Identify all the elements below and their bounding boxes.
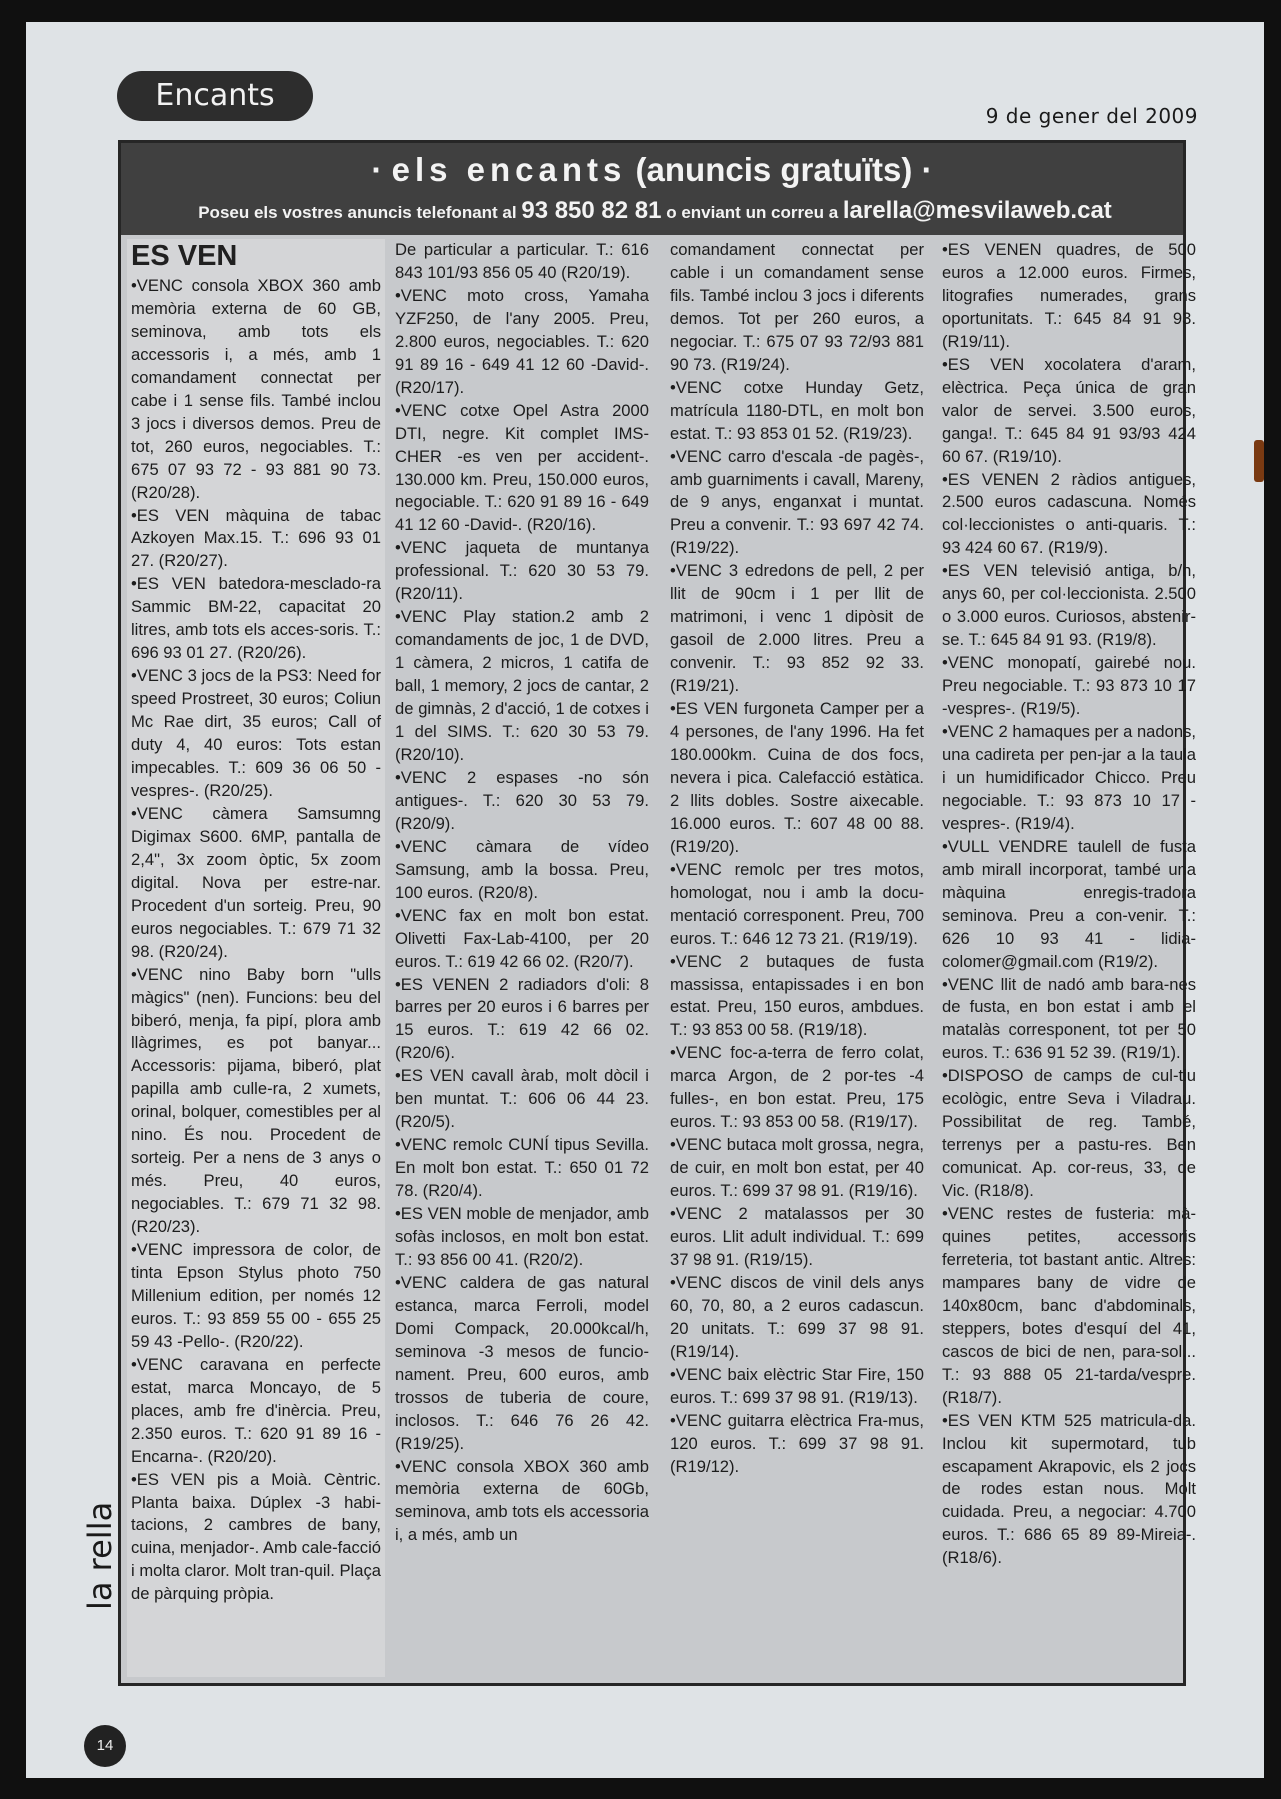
ad-item: •VENC monopatí, gairebé nou. Preu negociable. T.: 93 873 10 17 -vespres-. (R19/5). [942, 653, 1196, 719]
ad-item: •VENC remolc CUNÍ tipus Sevilla. En molt bon estat. T.: 650 01 72 78. (R20/4). [395, 1135, 649, 1201]
ad-column-1 [127, 239, 385, 1677]
ad-item: •ES VEN cavall àrab, molt dòcil i ben muntat. T.: 606 06 44 23. (R20/5). [395, 1066, 649, 1132]
contact-text-a: Poseu els vostres anuncis telefonant al [198, 203, 517, 222]
banner-contact-line [135, 195, 1175, 229]
ad-item: •ES VEN moble de menjador, amb sofàs inclosos, en molt bon estat. T.: 93 856 00 41. (R20/2). [395, 1204, 649, 1269]
banner-title [121, 149, 1183, 191]
title-dot-left: · [371, 151, 383, 188]
ad-item: •VENC càmera Samsumng Digimax S600. 6MP, pantalla de 2,4", 3x zoom òptic, 5x zoom digital. Nova per estre-nar. Procedent d'un sorteig. Preu, 90 euros negociables. T.: 679 71 32 98. (R20/24). [131, 803, 381, 961]
contact-text-b: o enviant un correu a [666, 203, 839, 222]
title-dot-right: · [921, 151, 933, 188]
ad-item: •VENC cotxe Opel Astra 2000 DTI, negre. Kit complet IMS-CHER -es ven per accident-. 130.000 km. Preu, 150.000 euros, negociable. T.: 620 91 89 16 - 649 41 12 60 -David-. (R20/16). [395, 400, 649, 535]
ad-item: •ES VEN pis a Moià. Cèntric. Planta baixa. Dúplex -3 habi-tacions, 2 cambres de bany, cuina, menjador-. Amb cale-facció i molta claror. Molt tran-quil. Plaça de pàrquing pròpia. [131, 1469, 381, 1604]
ad-item: •VENC carro d'escala -de pagès-, amb guarniments i cavall, Mareny, de 9 anys, enganxat i muntat. Preu a convenir. T.: 93 697 42 74. (R19/22). [670, 446, 924, 558]
ad-item: •ES VENEN 2 ràdios antigues, 2.500 euros cadascuna. Només col·leccionistes o anti-quaris. T.: 93 424 60 67. (R19/9). [942, 469, 1196, 558]
ad-item: •VENC Play station.2 amb 2 comandaments de joc, 1 de DVD, 1 càmera, 2 micros, 1 catifa de ball, 1 memory, 2 jocs de cantar, 2 de gimnàs, 2 d'acció, 1 de cotxes i 1 del SIMS. T.: 620 30 53 79. (R20/10). [395, 607, 649, 764]
ad-item: •VENC 3 jocs de la PS3: Need for speed Prostreet, 30 euros; Coliun Mc Rae dirt, 35 euros; Call of duty 4, 40 euros: Tots estan impecables. T.: 609 36 06 50 -vespres-. (R20/25). [131, 666, 381, 800]
ad-column-4 [942, 239, 1196, 1677]
title-main: els encants [391, 151, 627, 188]
ad-item: •VENC moto cross, Yamaha YZF250, de l'any 2005. Preu, 2.800 euros, negociables. T.: 620 91 89 16 - 649 41 12 60 -David-. (R20/17). [395, 285, 649, 397]
ad-item: •VENC 2 butaques de fusta massissa, entapissades i en bon estat. Preu, 150 euros, ambdues. T.: 93 853 00 58. (R19/18). [670, 951, 924, 1040]
ad-item: •ES VEN KTM 525 matricula-da. Inclou kit supermotard, tub escapament Akrapovic, els 2 jocs de rodes estan nous. Molt cuidada. Preu, a negociar: 4.700 euros. T.: 686 65 89 89-Mireia-. (R18/6). [942, 1410, 1196, 1568]
classifieds-panel [118, 140, 1196, 1686]
ad-item: •VENC consola XBOX 360 amb memòria externa de 60Gb, seminova, amb tots els accessoria i, a més, amb un [395, 1456, 649, 1545]
section-heading: ES VEN [131, 240, 238, 272]
ad-item: •VENC 2 espases -no són antigues-. T.: 620 30 53 79. (R20/9). [395, 767, 649, 833]
ad-item: •VENC impressora de color, de tinta Epson Stylus photo 750 Millenium edition, per només 12 euros. T.: 93 859 55 00 - 655 25 59 43 -Pello-. (R20/22). [131, 1240, 381, 1351]
ad-item: •VENC jaqueta de muntanya professional. T.: 620 30 53 79. (R20/11). [395, 538, 649, 604]
contact-phone: 93 850 82 81 [521, 197, 662, 224]
ad-item: •VENC 2 matalassos per 30 euros. Llit adult individual. T.: 699 37 98 91. (R19/15). [670, 1204, 924, 1269]
ad-item: •VENC 3 edredons de pell, 2 per llit de 90cm i 1 per llit de matrimoni, i venc 1 dipòsit de gasoil de 2.000 litres. Preu a convenir. T.: 93 852 92 33. (R19/21). [670, 561, 924, 696]
ad-item: •ES VENEN 2 radiadors d'oli: 8 barres per 20 euros i 6 barres per 15 euros. T.: 619 42 66 02. (R20/6). [395, 974, 649, 1063]
issue-date: 9 de gener del 2009 [985, 104, 1198, 128]
ad-item: comandament connectat per cable i un comandament sense fils. També inclou 3 jocs i diferents demos. Tot per 260 euros, a negociar. T.: 675 07 93 72/93 881 90 73. (R19/24). [670, 240, 924, 374]
contact-email: larella@mesvilaweb.cat [842, 197, 1112, 224]
page-number: 14 [84, 1725, 126, 1767]
classifieds-banner [121, 143, 1183, 235]
ad-item: •VENC cotxe Hunday Getz, matrícula 1180-DTL, en molt bon estat. T.: 93 853 01 52. (R19/23). [670, 377, 924, 443]
ad-item: •VENC guitarra elèctrica Fra-mus, 120 euros. T.: 699 37 98 91. (R19/12). [670, 1410, 924, 1476]
publication-name: la rella [81, 1501, 119, 1610]
ad-item: •VENC foc-a-terra de ferro colat, marca Argon, de 2 por-tes -4 fulles-, en bon estat. Preu, 175 euros. T.: 93 853 00 58. (R19/17). [670, 1043, 924, 1132]
ad-item: •VENC butaca molt grossa, negra, de cuir, en molt bon estat, per 40 euros. T.: 699 37 98 91. (R19/16). [670, 1135, 924, 1201]
ad-item: •ES VEN televisió antiga, b/n, anys 60, per col·leccionista. 2.500 o 3.000 euros. Curiosos, abstenir-se. T.: 645 84 91 93. (R19/8). [942, 561, 1196, 650]
section-label: Encants [117, 71, 313, 121]
ad-item: •VENC caldera de gas natural estanca, marca Ferroli, model Domi Compack, 20.000kcal/h, seminova -3 mesos de funcio-nament. Preu, 600 euros, amb trossos de tuberia de coure, inclosos. T.: 646 76 26 42. (R19/25). [395, 1272, 649, 1453]
ad-item: •ES VEN batedora-mesclado-ra Sammic BM-22, capacitat 20 litres, amb tots els acces-soris. T.: 696 93 01 27. (R20/26). [131, 574, 381, 663]
ad-item: •ES VEN furgoneta Camper per a 4 persones, de l'any 1996. Ha fet 180.000km. Cuina de dos focs, nevera i pica. Calefacció estàtica. 2 llits dobles. Sostre aixecable. 16.000 euros. T.: 607 48 00 88. (R19/20). [670, 699, 924, 856]
ad-columns [127, 239, 1196, 1677]
ad-item: •VENC nino Baby born "ulls màgics" (nen). Funcions: beu del biberó, menja, fa pipí, plora amb llàgrimes, es pot banyar... Accessoris: pijama, biberó, plat papilla amb culle-ra, 2 xumets, orinal, bolquer, comestibles per al nino. És nou. Procedent de sorteig. Per a nens de 3 anys o més. Preu, 40 euros, negociables. T.: 679 71 32 98. (R20/23). [131, 964, 381, 1237]
ad-item: •VENC restes de fusteria: mà-quines petites, accessoris ferreteria, tot bastant antic. Altres: mampares bany de vidre de 140x80cm, banc d'abdominals, steppers, botes d'esquí del 41, cascos de bici de nen, para-sol... T.: 93 888 05 21-tarda/vespre. (R18/7). [942, 1204, 1196, 1407]
ad-item: •ES VEN xocolatera d'aram, elèctrica. Peça única de gran valor de servei. 3.500 euros, ganga!. T.: 645 84 91 93/93 424 60 67. (R19/10). [942, 354, 1196, 466]
ad-item: •VENC càmara de vídeo Samsung, amb la bossa. Preu, 100 euros. (R20/8). [395, 836, 649, 902]
ad-item: •VENC fax en molt bon estat. Olivetti Fax-Lab-4100, per 20 euros. T.: 619 42 66 02. (R20/7). [395, 905, 649, 971]
ad-column-3 [670, 239, 924, 1677]
ad-item: •VENC caravana en perfecte estat, marca Moncayo, de 5 places, amb fre d'inèrcia. Preu, 2.350 euros. T.: 620 91 89 16 -Encarna-. (R20/20). [131, 1354, 381, 1466]
title-subtitle: (anuncis gratuïts) [635, 151, 913, 188]
ad-item: •VENC remolc per tres motos, homologat, nou i amb la docu-mentació corresponent. Preu, 700 euros. T.: 646 12 73 21. (R19/19). [670, 859, 924, 948]
ad-item: •VENC discos de vinil dels anys 60, 70, 80, a 2 euros cadascun. 20 unitats. T.: 699 37 98 91. (R19/14). [670, 1272, 924, 1361]
ad-item: •DISPOSO de camps de cul-tiu ecològic, entre Seva i Viladrau. Possibilitat de reg. També, terrenys per a pastu-res. Ben comunicat. Ap. cor-reus, 33, de Vic. (R18/8). [942, 1066, 1196, 1201]
ad-item: •VULL VENDRE taulell de fusta amb mirall incorporat, també una màquina enregis-tradora seminova. Preu a con-venir. T.: 626 10 93 41 - lidia-colomer@gmail.com (R19/2). [942, 836, 1196, 971]
paper-stain [1254, 440, 1264, 482]
ad-item: •VENC llit de nadó amb bara-nes de fusta, en bon estat i amb el matalàs corresponent, tot per 50 euros. T.: 636 91 52 39. (R19/1). [942, 974, 1196, 1063]
ad-item: •ES VENEN quadres, de 500 euros a 12.000 euros. Firmes, litografies numerades, grans oportunitats. T.: 645 84 91 93. (R19/11). [942, 240, 1196, 351]
newspaper-page [26, 22, 1264, 1778]
ad-item: De particular a particular. T.: 616 843 101/93 856 05 40 (R20/19). [395, 240, 649, 282]
ad-item: •VENC consola XBOX 360 amb memòria externa de 60 GB, seminova, amb tots els accessoris i, a més, amb 1 comandament connectat per cabe i 1 sense fils. També inclou 3 jocs i diversos demos. Preu de tot, 260 euros, negociables. T.: 675 07 93 72 - 93 881 90 73. (R20/28). [131, 276, 381, 502]
ad-column-2 [395, 239, 649, 1677]
ad-item: •ES VEN màquina de tabac Azkoyen Max.15. T.: 696 93 01 27. (R20/27). [131, 505, 381, 571]
ad-item: •VENC baix elèctric Star Fire, 150 euros. T.: 699 37 98 91. (R19/13). [670, 1364, 924, 1407]
ad-item: •VENC 2 hamaques per a nadons, una cadireta per pen-jar a la taula i un humidificador Chicco. Preu negociable. T.: 93 873 10 17 -vespres-. (R19/4). [942, 722, 1196, 833]
